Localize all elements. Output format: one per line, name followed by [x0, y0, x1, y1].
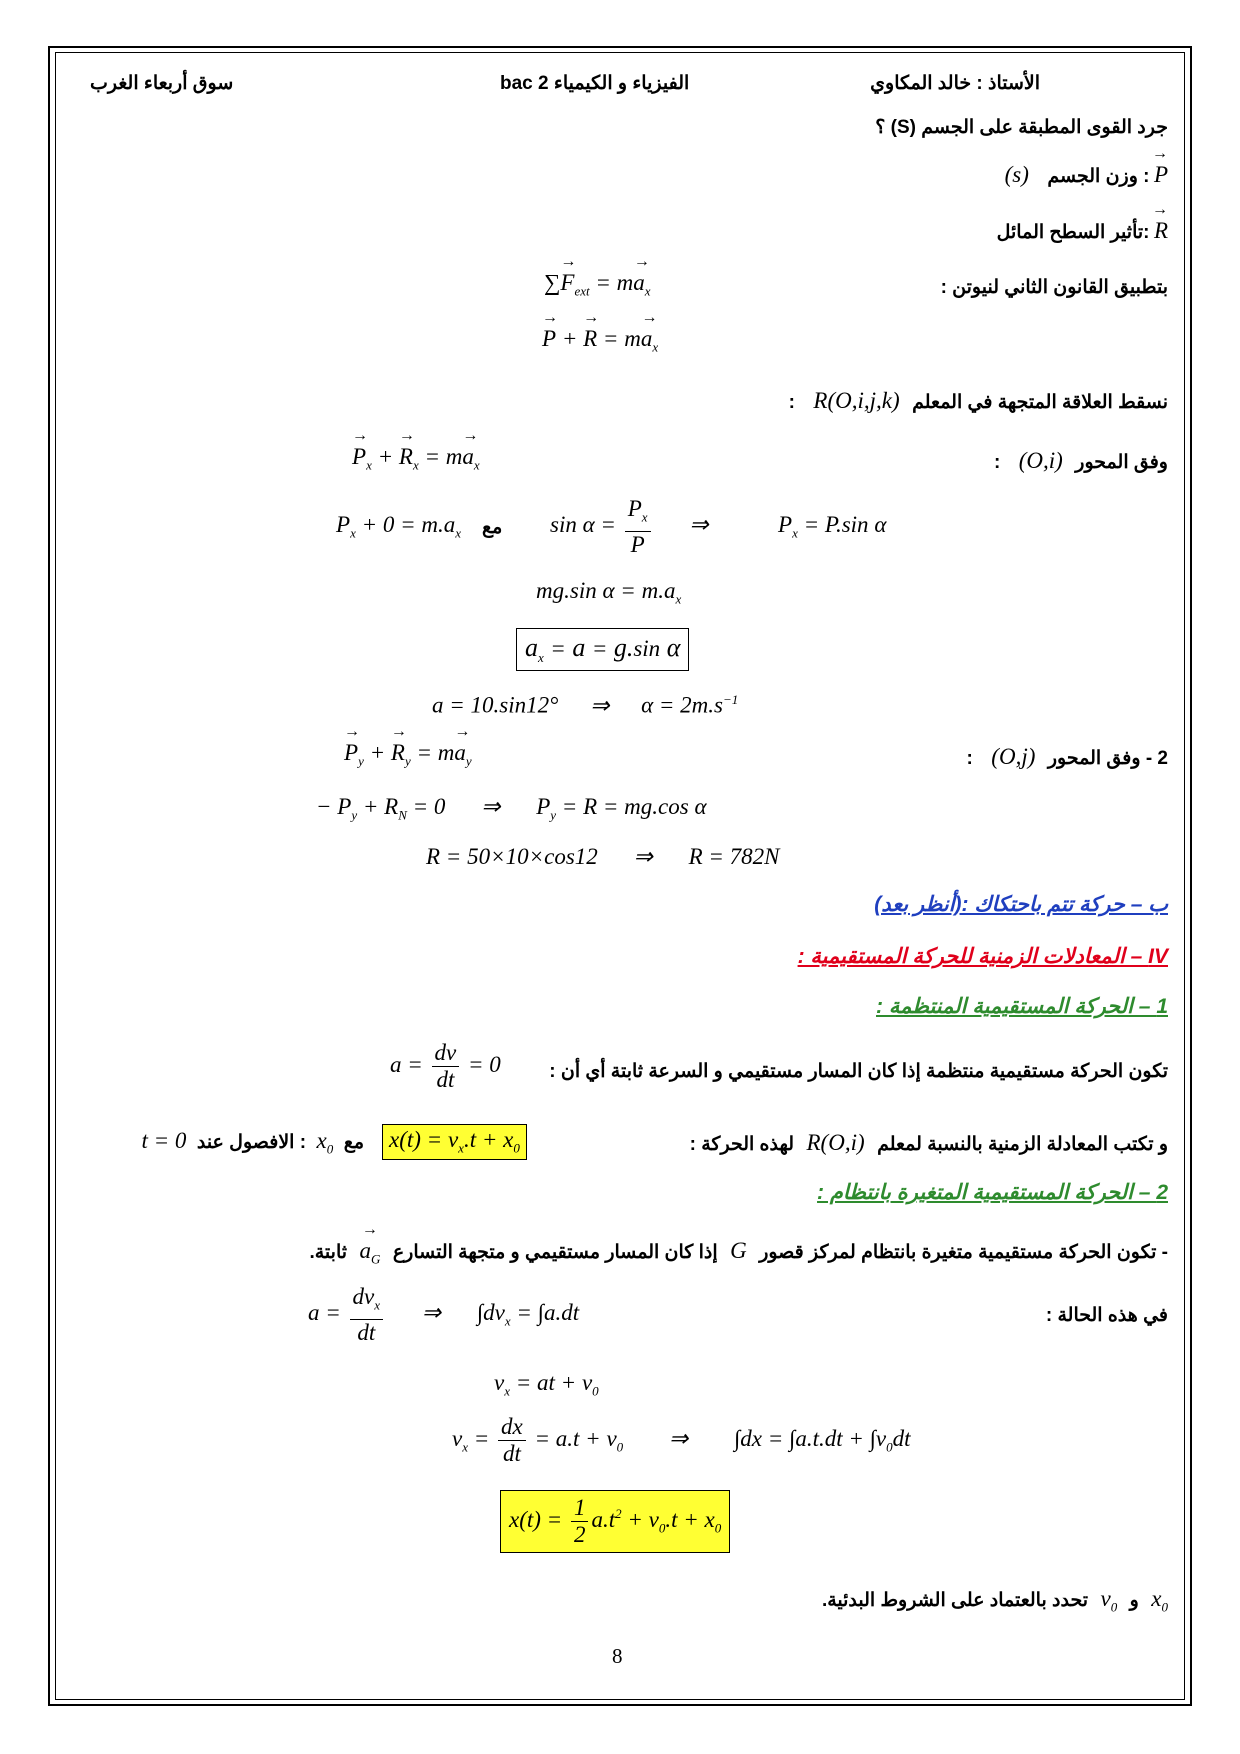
- varied-text3: ثابتة.: [309, 1242, 348, 1263]
- reaction-eq: − $P_y + R_N = 0$ ⇒ $P_y = R = mg.\cos$ α: [316, 794, 707, 823]
- varied-text: - تكون الحركة مستقيمية متغيرة بانتظام لمركز قصور: [759, 1242, 1168, 1263]
- varied-equation-box: x(t) = $\frac{1}{2}$ $a.t^2 + v_0.t + x_0$: [500, 1490, 730, 1553]
- weight-body: (s): [1004, 162, 1029, 187]
- axis-y-line: 2 - وفق المحور (O,j) :: [966, 744, 1168, 769]
- axis-x-label: وفق المحور: [1075, 452, 1168, 473]
- axis-x: (O,i): [1018, 448, 1063, 473]
- newton-eq-2: → P + → $R = m\to a_x$: [542, 326, 658, 356]
- weight-line: [1005, 162, 1168, 188]
- uniform-eq-line: و تكتب المعادلة الزمنية بالنسبة لمعلم R(O,i) لهذه الحركة :: [689, 1130, 1168, 1155]
- acceleration-result: α = 2m.s: [641, 692, 723, 718]
- friction-heading: ب – حركة تتم باحتكاك :(أنظر بعد): [874, 893, 1168, 916]
- page-number: 8: [612, 1644, 623, 1668]
- uniform-text: تكون الحركة مستقيمية منتظمة إذا كان المسار مستقيمي و السرعة ثابتة أي أن :: [549, 1061, 1168, 1082]
- newton-eq-1: ∑→ $F_{ext} = m\to a_x$: [544, 270, 651, 300]
- vector-p-symbol: → P: [1154, 162, 1168, 187]
- px-eq: $P_x + 0 = m.a_x$: [336, 512, 462, 541]
- conditions-line: $x_0$ و $v_0$ تحدد بالعتماد على الشروط البدئية.: [821, 1586, 1168, 1615]
- reaction-result: R = 782N: [688, 844, 780, 869]
- uniform-condition-eq: a = $\frac{dv}{dt}$ = 0: [390, 1040, 501, 1092]
- acceleration-value: a = 10.sin12° ⇒ $\alpha = 2m.s^{-1}$: [432, 692, 739, 718]
- axis-y-label: 2 - وفق المحور: [1047, 748, 1168, 769]
- newton-label: بتطبيق القانون الثاني لنيوتن :: [940, 277, 1168, 298]
- weight-label: : وزن الجسم: [1047, 166, 1150, 187]
- t-zero: t = 0: [141, 1128, 187, 1153]
- velocity-eq: $v_x$ = at + $v_0$: [494, 1370, 599, 1399]
- varied-eq-1: a = $\frac{dv_x}{dt}$ ⇒ $\int dv_x = \int a.dt$: [308, 1284, 580, 1345]
- uniform-eq-text2: لهذه الحركة :: [689, 1134, 795, 1155]
- reaction-line: [997, 218, 1168, 244]
- projection-label: نسقط العلاقة المتجهة في المعلم: [912, 392, 1168, 413]
- varied-text-line: - تكون الحركة مستقيمية متغيرة بانتظام لمركز قصور G إذا كان المسار مستقيمي و متجهة التسارع → $a_G$ ثابتة.: [309, 1238, 1168, 1268]
- with-label: مع: [482, 517, 503, 538]
- mg-sin-eq: mg.sin $\alpha = m.a_x$: [536, 578, 682, 607]
- reaction-value: R = 50×10×cos12 ⇒ R = 782N: [426, 844, 780, 869]
- uniform-equation-box: $x(t) = v_x.t + x_0$: [382, 1124, 527, 1160]
- projection-line: نسقط العلاقة المتجهة في المعلم R(O,i,j,k) :: [788, 388, 1168, 413]
- projection-x-eq: → $P_x$ + → $R_x = m\to a_x$: [352, 444, 480, 474]
- uniform-abscissa-line: مع $x_0$ : الافصول عند t = 0: [141, 1128, 364, 1157]
- reaction-calc: R = 50×10×cos12: [426, 844, 598, 869]
- conditions-text: تحدد بالعتماد على الشروط البدئية.: [821, 1590, 1089, 1611]
- reaction-label: :تأثير السطح المائل: [996, 222, 1150, 243]
- varied-text2: إذا كان المسار مستقيمي و متجهة التسارع: [392, 1242, 718, 1263]
- uniform-with: مع: [343, 1132, 364, 1153]
- equations-heading: IV – المعادلات الزمنية للحركة المستقيمية :: [797, 945, 1168, 968]
- projection-y-eq: → $P_y$ + → $R_y = m\to a_y$: [344, 740, 472, 770]
- axis-y: (O,j): [991, 744, 1036, 769]
- uniform-heading: 1 – الحركة المستقيمية المنتظمة :: [876, 995, 1168, 1018]
- uniform-eq-text: و تكتب المعادلة الزمنية بالنسبة لمعلم: [877, 1134, 1168, 1155]
- header-location: سوق أربعاء الغرب: [90, 73, 234, 94]
- px-result: $P_x = P.\sin$ α: [778, 512, 887, 541]
- vector-r-symbol: → R: [1154, 218, 1168, 243]
- sin-alpha-eq: sin α = $\frac{P_x}{P}$ ⇒: [550, 496, 709, 557]
- header-subject: الفيزياء و الكيمياء 2 bac: [500, 73, 690, 94]
- and-label: و: [1129, 1590, 1139, 1611]
- axis-x-line: وفق المحور (O,i) :: [993, 448, 1168, 473]
- case-label: في هذه الحالة :: [1045, 1305, 1168, 1326]
- acceleration-box: $a_x = a = g.\sin$ α: [516, 628, 689, 671]
- uniform-abscissa: : الافصول عند: [196, 1132, 307, 1153]
- header-teacher: الأستاذ : خالد المكاوي: [870, 73, 1040, 94]
- forces-question: جرد القوى المطبقة على الجسم (S) ؟: [875, 117, 1168, 138]
- projection-frame: R(O,i,j,k): [813, 388, 900, 413]
- varied-heading: 2 – الحركة المستقيمية المتغيرة بانتظام :: [817, 1181, 1168, 1204]
- acceleration-calc: a = 10.sin12°: [432, 692, 559, 718]
- varied-eq-2: $v_x$ = $\frac{dx}{dt}$ = $a.t + v_0$ ⇒ $\int dx = \int a.t.dt + \int v_0dt$: [452, 1414, 911, 1466]
